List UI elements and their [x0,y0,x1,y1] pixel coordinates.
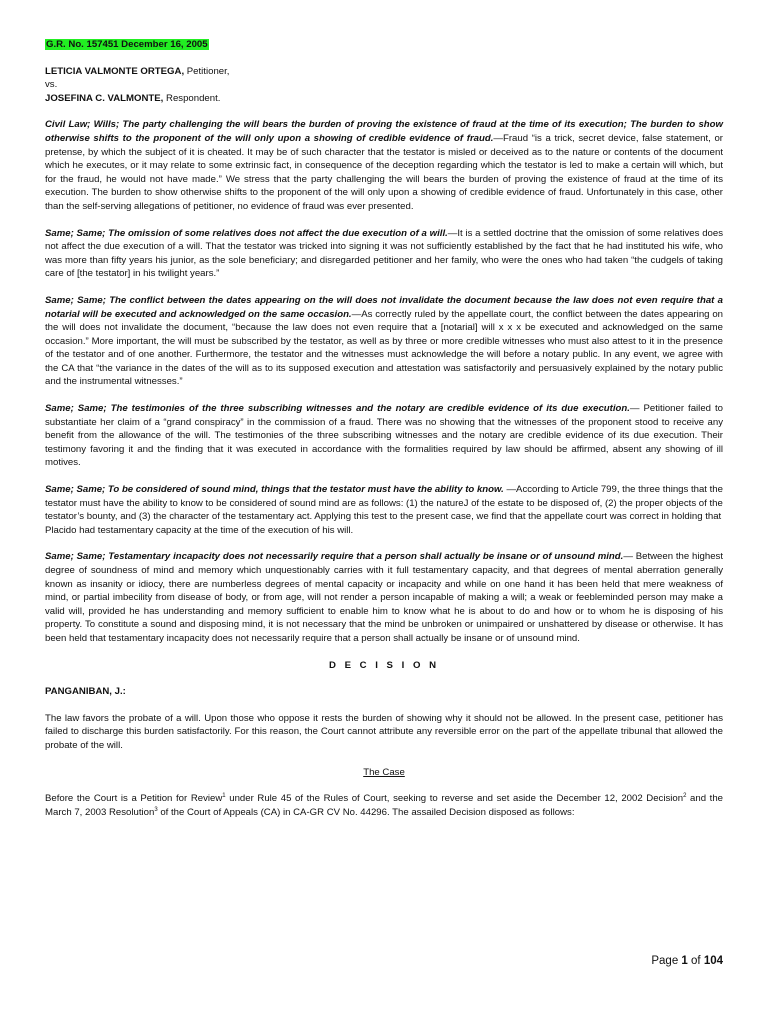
case-caption [45,65,723,106]
petitioner-role: Petitioner, [184,65,230,77]
syllabus-paragraph [45,483,723,537]
syllabus-paragraph [45,294,723,389]
syllabus-paragraph [45,227,723,281]
case-number: G.R. No. 157451 December 16, 2005 [46,39,208,50]
syllabus-heading: Same; Same; Testamentary incapacity does not necessarily require that a person shall actually be insane or of unsound mind. [45,551,624,563]
syllabus-paragraph [45,402,723,470]
page-number: 1 [681,955,688,967]
case-text: under Rule 45 of the Rules of Court, seeking to reverse and set aside the December 12, 2002 Decision [225,793,684,805]
petitioner-line [45,65,723,79]
respondent-name: JOSEFINA C. VALMONTE, [45,92,164,104]
syllabus-body: —It is a settled doctrine that the omission of some relatives does not affect the due execution of a will. That the testator was tricked into signing it was not sufficiently established by the fact that he had instituted his wife, who was more than fifty years his junior, as the sole beneficiary; and disregarded petitioner and her family, who were the ones who had taken “the cudgels of taking care of [the testator] in his twilight years.” [45,227,724,280]
versus-line: vs. [45,79,58,91]
footnote-link[interactable]: 1 [222,792,226,799]
syllabus-heading: Same; Same; The omission of some relatives does not affect the due execution of a will. [45,227,448,239]
case-section-heading [45,766,723,780]
page-of-label: of [687,955,704,967]
page-footer [651,955,723,967]
syllabus-body: —Fraud “is a trick, secret device, false statement, or pretense, by which the subject of it is cheated. It may be of such character that the testator is misled or deceived as to the nature or contents of the document which he executes, or it may relate to some extrinsic fact, in consequence of the deception regarding which the testator is led to make a certain will which, but for the fraud, he would not have made.” We stress that the party challenging the will bears the burden of proving the existence of fraud at the time of its execution. The burden to show otherwise shifts to the proponent of the will only upon a showing of credible evidence of fraud. Unfortunately in this case, other than the self-serving allegations of petitioner, no evidence of fraud was ever presented. [45,132,723,212]
footnote-link[interactable]: 2 [683,792,687,799]
respondent-line [45,92,723,106]
case-text: Before the Court is a Petition for Review [45,793,223,805]
case-number-line [45,38,723,52]
decision-heading: D E C I S I O N [328,659,440,671]
syllabus-paragraph [45,118,723,213]
syllabus-heading: Same; Same; The conflict between the dates appearing on the will does not invalidate the document because the law does not even require that a notarial will be executed and acknowledged on the same occasion. [45,294,723,320]
syllabus-heading: Same; Same; To be considered of sound mind, things that the testator must have the ability to know. [45,484,504,496]
syllabus-paragraph [45,550,723,645]
case-text: of the Court of Appeals (CA) in CA-GR CV No. 44296. The assailed Decision disposed as follows: [157,806,575,818]
respondent-role: Respondent. [163,92,221,104]
document-body [45,38,723,832]
footnote-link[interactable]: 3 [154,806,158,813]
case-text: and the March 7, 2003 Resolution [45,793,723,818]
case-paragraph [45,792,723,819]
ponente-name: PANGANIBAN, J.: [45,686,126,698]
case-heading-text: The Case [363,766,405,778]
syllabus-heading: Civil Law; Wills; The party challenging the will bears the burden of proving the existence of fraud at the time of its execution; The burden to show otherwise shifts to the proponent of the will only upon a showing of credible evidence of fraud. [45,119,723,144]
intro-paragraph: The law favors the probate of a will. Upon those who oppose it rests the burden of showing why it should not be allowed. In the present case, petitioner has failed to discharge this burden satisfactorily. For this reason, the Court cannot attribute any reversible error on the part of the appellate tribunal that allowed the probate of the will. [45,712,723,751]
syllabus-body: — Petitioner failed to substantiate her claim of a “grand conspiracy” in the commission of a fraud. There was no showing that the witnesses of the proponent stood to receive any benefit from the allowance of the will. The testimonies of the three subscribing witnesses and the notary are credible evidence of its due execution. Their testimony favoring it and the finding that it was executed in accordance with the formalities required by law should be affirmed, absent any showing of ill motives. [45,403,723,469]
syllabus-body: — Between the highest degree of soundness of mind and memory which unquestionably carries with it full testamentary capacity, and that degrees of mental aberration generally known as insanity or idiocy, there are numberless degrees of mental capacity or incapacity and while on one hand it has been held that mere weakness of mind, or partial imbecility from disease of body, or from age, will not render a person incapable of making a will; a weak or feebleminded person may make a valid will, provided he has understanding and memory sufficient to enable him to know what he is about to do and how or to whom he is disposing of his property. To constitute a sound and disposing mind, it is not necessary that the mind be unbroken or unimpaired or unshattered by disease or otherwise. It has been held that testamentary incapacity does not necessarily require that a person shall actually be insane or of unsound mind. [45,551,723,644]
petitioner-name: LETICIA VALMONTE ORTEGA, [45,65,185,77]
syllabus-body: —As correctly ruled by the appellate court, the conflict between the dates appearing on the will does not invalidate the document, “because the law does not even require that a [notarial] will x x x be executed and acknowledged on the same occasion.” More important, the will must be subscribed by the testator, as well as by three or more credible witnesses who must also attest to it in the presence of the testator and of one another. Furthermore, the testator and the witnesses must acknowledge the will before a notary public. In any event, we agree with the CA that “the variance in the dates of the will as to its supposed execution and attestation was satisfactorily and persuasively explained by the notary public and the instrumental witnesses.” [45,308,724,388]
page-label: Page [651,955,682,967]
syllabus-body: —According to Article 799, the three things that the testator must have the ability to know to be considered of sound mind are as follows: (1) the natureJ of the estate to be disposed of, (2) the proper objects of the testator’s bounty, and (3) the character of the testamentary act. Applying this test to the present case, we find that the appellate court was correct in holding that Placido had testamentary capacity at the time of the execution of his will. [45,484,723,536]
syllabus-heading: Same; Same; The testimonies of the three subscribing witnesses and the notary are credible evidence of its due execution. [45,403,630,415]
page-total: 104 [703,955,723,967]
